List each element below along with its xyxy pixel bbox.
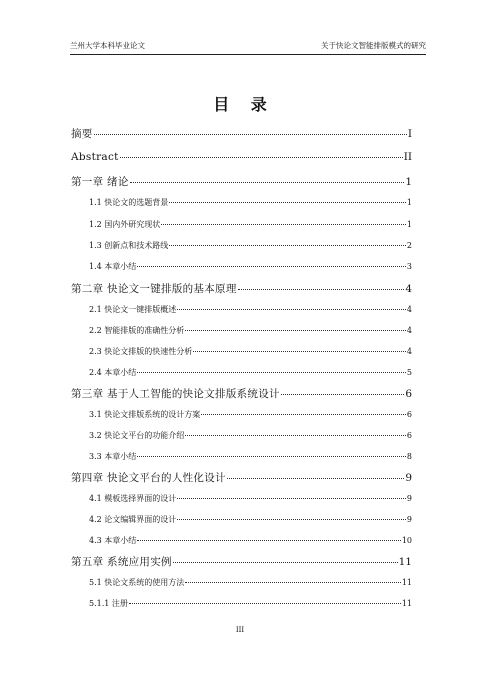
header-thesis-title: 关于快论文智能排版模式的研究 — [321, 41, 426, 50]
toc-entry-chapter-5[interactable] — [71, 554, 412, 569]
toc-leader-dots — [173, 562, 398, 563]
toc-leader-dots — [185, 582, 401, 583]
toc-entry-section[interactable] — [89, 346, 412, 357]
toc-entry-abstract-en[interactable] — [71, 151, 412, 163]
toc-leader-dots — [238, 289, 405, 290]
toc-entry-section[interactable] — [89, 325, 412, 336]
toc-entry-label: 5.1 快论文系统的使用方法 — [89, 578, 185, 587]
toc-entry-label: 第五章 系统应用实例 — [71, 556, 172, 568]
toc-entry-section[interactable] — [89, 240, 412, 251]
toc-entry-section[interactable] — [89, 409, 412, 420]
toc-entry-section[interactable] — [89, 493, 412, 504]
toc-leader-dots — [177, 498, 406, 499]
toc-entry-label: 2.1 快论文一键排版概述 — [89, 305, 177, 314]
toc-entry-page: 1 — [405, 176, 412, 188]
header-university: 兰州大学本科毕业论文 — [70, 41, 145, 50]
toc-entry-abstract-cn[interactable] — [71, 126, 412, 141]
toc-entry-label: Abstract — [71, 151, 119, 163]
toc-entry-chapter-2[interactable] — [71, 281, 412, 296]
toc-leader-dots — [161, 224, 406, 225]
toc-entry-section[interactable] — [89, 451, 412, 462]
toc-entry-page: 2 — [406, 241, 412, 250]
toc-entry-section[interactable] — [89, 219, 412, 230]
toc-leader-dots — [177, 519, 406, 520]
toc-entry-label: 3.2 快论文平台的功能介绍 — [89, 431, 185, 440]
running-header — [70, 40, 426, 55]
toc-entry-label: 第三章 基于人工智能的快论文排版系统设计 — [71, 388, 280, 400]
toc-entry-page: I — [407, 128, 412, 140]
toc-leader-dots — [185, 435, 406, 436]
toc-entry-chapter-1[interactable] — [71, 174, 412, 189]
toc-entry-page: 9 — [406, 494, 412, 503]
toc-entry-label: 2.3 快论文排版的快速性分析 — [89, 347, 193, 356]
toc-entry-label: 第一章 绪论 — [71, 176, 129, 188]
toc-entry-label: 5.1.1 注册 — [89, 599, 128, 608]
toc-entry-page: 3 — [406, 262, 412, 271]
toc-entry-section[interactable] — [89, 197, 412, 208]
toc-entry-label: 4.1 模板选择界面的设计 — [89, 494, 177, 503]
toc-entry-label: 4.2 论文编辑界面的设计 — [89, 515, 177, 524]
toc-entry-page: 4 — [406, 326, 412, 335]
toc-entry-label: 1.3 创新点和技术路线 — [89, 241, 169, 250]
toc-leader-dots — [177, 309, 406, 310]
toc-entry-page: II — [403, 151, 412, 163]
toc-entry-label: 1.4 本章小结 — [89, 262, 137, 271]
toc-entry-page: 1 — [406, 198, 412, 207]
toc-entry-page: 11 — [401, 599, 412, 608]
toc-leader-dots — [137, 540, 401, 541]
toc-entry-page: 9 — [405, 472, 412, 484]
toc-entry-label: 2.4 本章小结 — [89, 368, 137, 377]
toc-leader-dots — [137, 372, 406, 373]
toc-leader-dots — [129, 603, 401, 604]
toc-entry-page: 4 — [406, 305, 412, 314]
toc-leader-dots — [169, 245, 406, 246]
toc-entry-page: 10 — [401, 536, 412, 545]
toc-leader-dots — [120, 157, 403, 158]
toc-entry-chapter-4[interactable] — [71, 470, 412, 485]
toc-entry-label: 4.3 本章小结 — [89, 536, 137, 545]
toc-leader-dots — [201, 414, 406, 415]
toc-entry-page: 11 — [401, 578, 412, 587]
toc-entry-page: 9 — [406, 515, 412, 524]
toc-entry-label: 第二章 快论文一键排版的基本原理 — [71, 283, 237, 295]
toc-entry-label: 3.3 本章小结 — [89, 452, 137, 461]
page-number: III — [235, 626, 245, 634]
toc-entry-chapter-3[interactable] — [71, 386, 412, 401]
toc-entry-page: 6 — [406, 410, 412, 419]
toc-entry-section[interactable] — [89, 430, 412, 441]
toc-leader-dots — [169, 202, 406, 203]
toc-title: 目 录 — [213, 95, 275, 114]
toc-entry-page: 1 — [406, 220, 412, 229]
toc-leader-dots — [281, 394, 404, 395]
toc-entry-label: 摘要 — [71, 128, 93, 140]
toc-entry-section[interactable] — [89, 304, 412, 315]
toc-entry-label: 1.1 快论文的选题背景 — [89, 198, 169, 207]
toc-entry-section[interactable] — [89, 535, 412, 546]
toc-leader-dots — [137, 266, 406, 267]
toc-entry-page: 8 — [406, 452, 412, 461]
toc-entry-section[interactable] — [89, 261, 412, 272]
toc-entry-section[interactable] — [89, 367, 412, 378]
toc-entry-section[interactable] — [89, 514, 412, 525]
toc-entry-subsection[interactable] — [89, 598, 412, 609]
toc-leader-dots — [193, 351, 406, 352]
toc-entry-page: 4 — [406, 347, 412, 356]
toc-entry-label: 第四章 快论文平台的人性化设计 — [71, 472, 226, 484]
toc-leader-dots — [227, 478, 404, 479]
toc-leader-dots — [185, 330, 406, 331]
toc-entry-section[interactable] — [89, 577, 412, 588]
toc-leader-dots — [130, 182, 405, 183]
toc-entry-page: 6 — [406, 431, 412, 440]
toc-entry-label: 1.2 国内外研究现状 — [89, 220, 161, 229]
toc-entry-page: 4 — [405, 283, 412, 295]
toc-entry-label: 3.1 快论文排版系统的设计方案 — [89, 410, 201, 419]
toc-leader-dots — [94, 134, 407, 135]
toc-entry-page: 5 — [406, 368, 412, 377]
toc-entry-page: 6 — [405, 388, 412, 400]
toc-entry-page: 11 — [398, 556, 412, 568]
toc-entry-label: 2.2 智能排版的准确性分析 — [89, 326, 185, 335]
toc-leader-dots — [137, 456, 406, 457]
